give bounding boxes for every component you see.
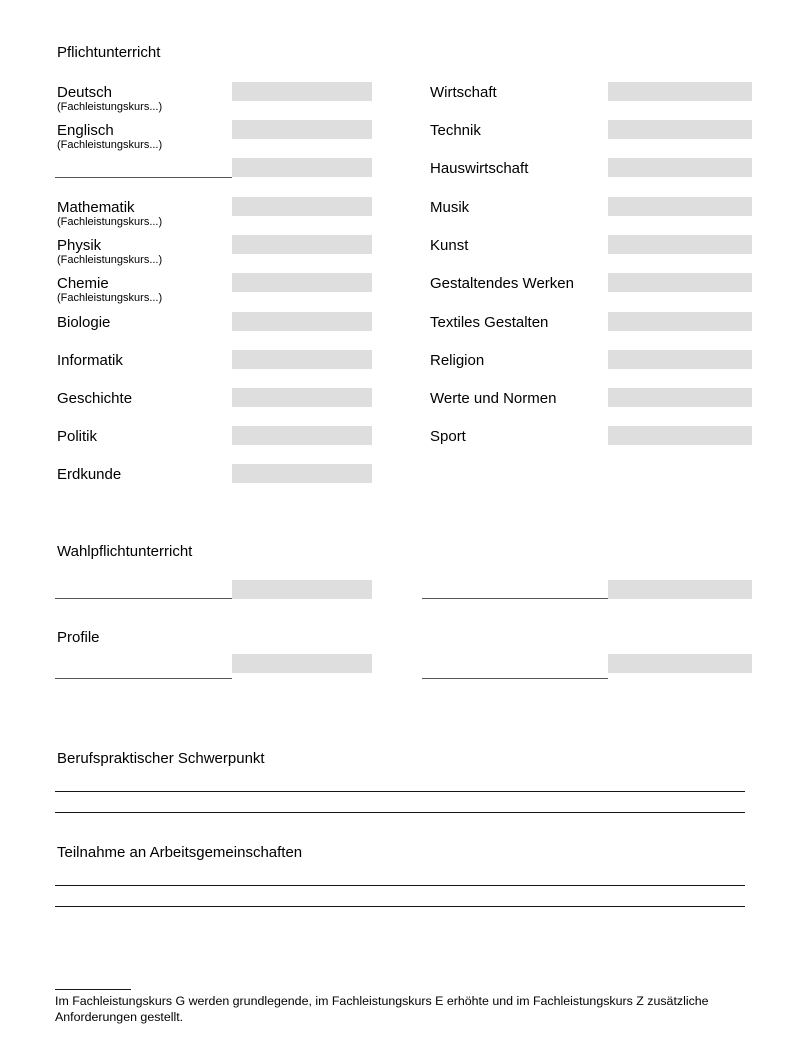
working-groups-line[interactable] bbox=[55, 906, 745, 907]
subject-row bbox=[430, 352, 605, 372]
section-heading-profile: Profile bbox=[57, 629, 100, 646]
subject-row bbox=[57, 428, 232, 448]
subject-row bbox=[430, 275, 615, 295]
subject-label: Technik bbox=[430, 122, 481, 139]
subject-row bbox=[57, 199, 232, 231]
subject-sublabel: (Fachleistungskurs...) bbox=[57, 216, 163, 228]
vocational-focus-line[interactable] bbox=[55, 812, 745, 813]
footnote-text: Im Fachleistungskurs G werden grundlegende, im Fachleistungskurs E erhöhte und im Fachleistungskurs Z zusätzliche Anforderungen gestellt. bbox=[55, 994, 709, 1024]
grade-field[interactable] bbox=[232, 464, 372, 483]
profile-name-line[interactable] bbox=[55, 678, 232, 679]
subject-label: Mathematik bbox=[57, 199, 135, 216]
subject-label: Musik bbox=[430, 199, 470, 216]
elective-name-line[interactable] bbox=[55, 598, 232, 599]
grade-field[interactable] bbox=[232, 273, 372, 292]
subject-sublabel: (Fachleistungskurs...) bbox=[57, 101, 163, 113]
grade-field[interactable] bbox=[608, 388, 752, 407]
subject-row bbox=[430, 122, 605, 142]
subject-label: Politik bbox=[57, 428, 98, 445]
subject-row bbox=[430, 390, 615, 410]
subject-row bbox=[430, 84, 605, 104]
grade-field[interactable] bbox=[608, 197, 752, 216]
section-heading-pflichtunterricht: Pflichtunterricht bbox=[57, 44, 161, 61]
subject-row bbox=[430, 314, 615, 334]
profile-grade-field[interactable] bbox=[608, 654, 752, 673]
vocational-focus-line[interactable] bbox=[55, 791, 745, 792]
grade-field[interactable] bbox=[232, 82, 372, 101]
grade-field[interactable] bbox=[232, 120, 372, 139]
subject-label: Physik bbox=[57, 237, 102, 254]
subject-label: Gestaltendes Werken bbox=[430, 275, 574, 292]
subject-row bbox=[57, 275, 232, 307]
subject-sublabel: (Fachleistungskurs...) bbox=[57, 292, 163, 304]
subject-label: Geschichte bbox=[57, 390, 133, 407]
section-heading-berufspraktischer-schwerpunkt: Berufspraktischer Schwerpunkt bbox=[57, 750, 265, 767]
subject-row bbox=[57, 84, 232, 116]
subject-label: Erdkunde bbox=[57, 466, 122, 483]
subject-sublabel: (Fachleistungskurs...) bbox=[57, 139, 163, 151]
footnote-separator-rule bbox=[55, 989, 131, 990]
grade-field[interactable] bbox=[608, 426, 752, 445]
subject-row bbox=[57, 237, 232, 269]
subject-row bbox=[57, 352, 232, 372]
subject-row bbox=[57, 390, 232, 410]
section-heading-arbeitsgemeinschaften: Teilnahme an Arbeitsgemeinschaften bbox=[57, 844, 303, 861]
subject-label: Chemie bbox=[57, 275, 109, 292]
subject-row bbox=[57, 122, 232, 154]
grade-field[interactable] bbox=[232, 350, 372, 369]
grade-field[interactable] bbox=[232, 388, 372, 407]
grade-field[interactable] bbox=[608, 273, 752, 292]
section-heading-wahlpflichtunterricht: Wahlpflichtunterricht bbox=[57, 543, 193, 560]
grade-field[interactable] bbox=[608, 158, 752, 177]
grade-field[interactable] bbox=[232, 312, 372, 331]
subject-label: Deutsch bbox=[57, 84, 113, 101]
subject-row bbox=[430, 160, 605, 180]
elective-grade-field[interactable] bbox=[608, 580, 752, 599]
elective-name-line[interactable] bbox=[422, 598, 608, 599]
subject-sublabel: (Fachleistungskurs...) bbox=[57, 254, 163, 266]
subject-row bbox=[57, 466, 232, 486]
subject-row bbox=[57, 314, 232, 334]
elective-grade-field[interactable] bbox=[232, 580, 372, 599]
working-groups-line[interactable] bbox=[55, 885, 745, 886]
grade-field[interactable] bbox=[608, 350, 752, 369]
grade-field[interactable] bbox=[608, 312, 752, 331]
subject-label: Informatik bbox=[57, 352, 123, 369]
grade-field[interactable] bbox=[232, 235, 372, 254]
subject-row bbox=[430, 237, 605, 257]
grade-field[interactable] bbox=[232, 426, 372, 445]
subject-label: Biologie bbox=[57, 314, 111, 331]
subject-label: Wirtschaft bbox=[430, 84, 497, 101]
profile-name-line[interactable] bbox=[422, 678, 608, 679]
grade-field[interactable] bbox=[608, 120, 752, 139]
subject-label: Sport bbox=[430, 428, 466, 445]
subject-label: Textiles Gestalten bbox=[430, 314, 549, 331]
subject-label: Hauswirtschaft bbox=[430, 160, 529, 177]
subject-label: Englisch bbox=[57, 122, 114, 139]
subject-row bbox=[430, 428, 605, 448]
subject-label: Religion bbox=[430, 352, 485, 369]
subject-label: Kunst bbox=[430, 237, 469, 254]
grade-field[interactable] bbox=[608, 82, 752, 101]
subject-write-in-line[interactable] bbox=[55, 177, 232, 178]
subject-row bbox=[430, 199, 605, 219]
profile-grade-field[interactable] bbox=[232, 654, 372, 673]
subject-label: Werte und Normen bbox=[430, 390, 557, 407]
grade-field[interactable] bbox=[608, 235, 752, 254]
grade-field[interactable] bbox=[232, 158, 372, 177]
grade-field[interactable] bbox=[232, 197, 372, 216]
